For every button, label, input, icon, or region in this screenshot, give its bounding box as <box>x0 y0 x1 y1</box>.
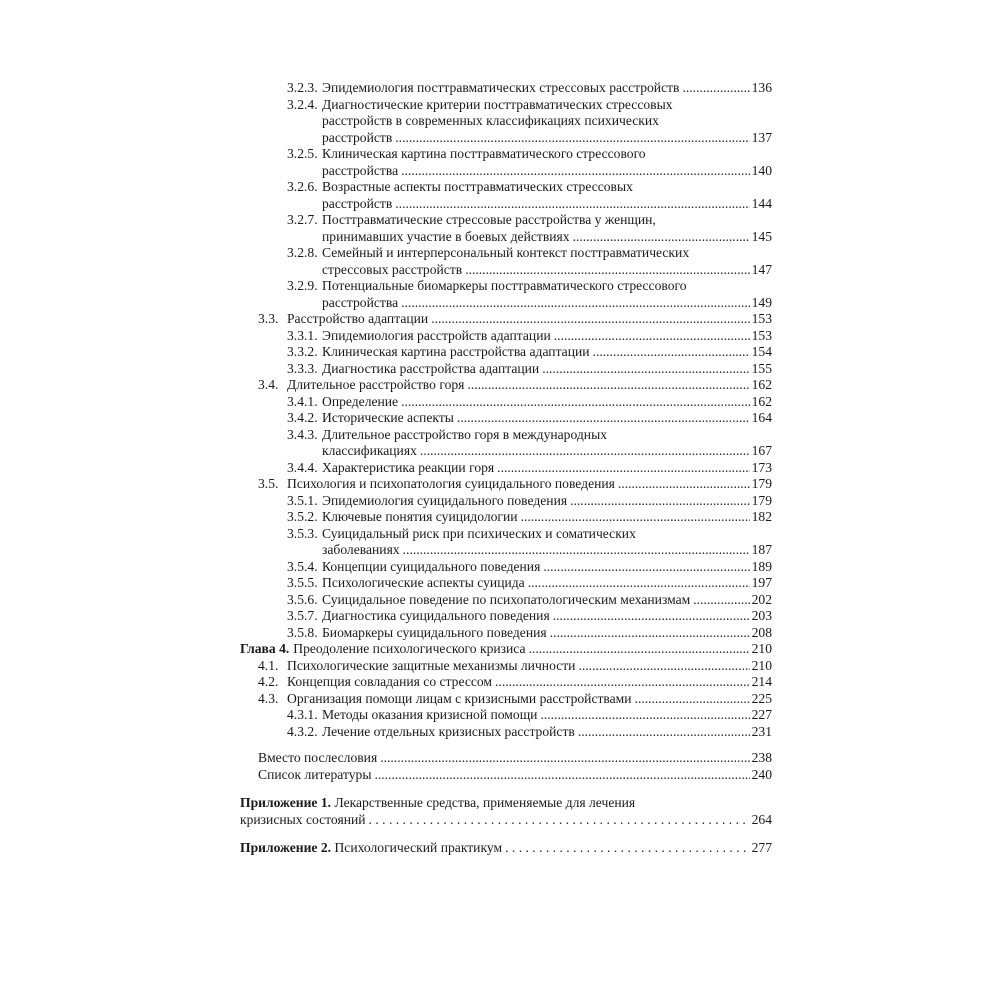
toc-entry <box>240 592 772 609</box>
toc-chapter-number: Глава 4. <box>240 641 290 656</box>
toc-title: стрессовых расстройств <box>322 261 463 277</box>
toc-page: 164 <box>751 410 772 425</box>
toc-entry <box>240 212 772 245</box>
toc-number: 3.4.3. <box>287 426 318 442</box>
toc-number: 3.3.1. <box>287 327 318 343</box>
toc-entry <box>240 80 772 97</box>
toc-entry <box>240 625 772 642</box>
toc-number: 3.4.1. <box>287 393 318 409</box>
toc-entry <box>240 476 772 493</box>
toc-title-line: Длительное расстройство горя в международных <box>322 426 607 442</box>
toc-number: 3.3.2. <box>287 344 318 359</box>
toc-entry <box>240 509 772 526</box>
toc-title: Психология и психопатология суицидального поведения <box>287 476 615 491</box>
toc-entry <box>240 460 772 477</box>
toc-page: 147 <box>751 261 772 277</box>
toc-page: 240 <box>751 766 772 782</box>
toc-entry <box>240 750 772 767</box>
toc-title: расстройства <box>322 162 399 178</box>
toc-appendix-number: Приложение 2. <box>240 840 332 855</box>
toc-page: 210 <box>751 641 772 656</box>
toc-title-line: Посттравматические стрессовые расстройства у женщин, <box>322 212 656 227</box>
toc-title-line: Семейный и интерперсональный контекст посттравматических <box>322 245 690 260</box>
toc-page: 137 <box>751 129 772 145</box>
section-gap <box>240 783 772 795</box>
toc-page: 136 <box>751 80 772 95</box>
toc-title: Характеристика реакции горя <box>322 459 495 475</box>
toc-title-line <box>240 795 772 812</box>
toc-number: 3.2.6. <box>287 179 318 194</box>
toc-entry <box>240 575 772 592</box>
toc-entry <box>240 691 772 708</box>
toc-number: 3.2.9. <box>287 278 318 293</box>
toc-number: 3.5.4. <box>287 558 318 574</box>
toc-number: 3.2.7. <box>287 212 318 227</box>
toc-entry <box>240 559 772 576</box>
toc-number: 3.3.3. <box>287 360 318 376</box>
toc-appendix <box>240 840 772 857</box>
toc-title: классификациях <box>322 443 417 458</box>
toc-entry <box>240 278 772 311</box>
toc-number: 3.5.1. <box>287 492 318 508</box>
toc-number: 3.4.4. <box>287 459 318 475</box>
toc-title: Концепция совладания со стрессом <box>287 674 493 689</box>
toc-title: Клиническая картина расстройства адаптации <box>322 344 590 359</box>
toc-title: заболеваниях <box>322 542 400 557</box>
toc-chapter <box>240 641 772 658</box>
toc-entry <box>240 361 772 378</box>
toc-title-line: Суицидальный риск при психических и соматических <box>322 525 636 541</box>
toc-page: 145 <box>751 228 772 244</box>
toc-page: 167 <box>751 443 772 458</box>
toc-number: 3.5.7. <box>287 608 318 623</box>
toc-title: Список литературы <box>258 766 372 782</box>
toc-title: Биомаркеры суицидального поведения <box>322 624 547 640</box>
toc-title: расстройств <box>322 129 393 145</box>
toc-entry <box>240 394 772 411</box>
toc-entry <box>240 179 772 212</box>
toc-title: Ключевые понятия суицидологии <box>322 509 518 524</box>
toc-page: 140 <box>751 162 772 178</box>
toc-page: 179 <box>751 492 772 508</box>
toc-page: 225 <box>751 690 772 706</box>
toc-page: 277 <box>751 840 772 855</box>
toc-page: 154 <box>751 344 772 359</box>
toc-number: 3.5. <box>258 476 279 491</box>
toc-entry <box>240 658 772 675</box>
toc-page: 231 <box>751 723 772 739</box>
toc-title: кризисных состояний <box>240 811 366 827</box>
toc-title: Методы оказания кризисной помощи <box>322 707 538 722</box>
toc-title: Исторические аспекты <box>322 410 454 425</box>
toc-number: 3.4. <box>258 377 279 392</box>
toc-entry <box>240 707 772 724</box>
toc-number: 4.2. <box>258 674 279 689</box>
toc-page: 238 <box>751 750 772 765</box>
toc-title: расстройств <box>322 195 393 211</box>
toc-entry <box>240 328 772 345</box>
toc-title: Диагностика расстройства адаптации <box>322 360 540 376</box>
toc-number: 3.4.2. <box>287 410 318 425</box>
toc-page: 155 <box>751 360 772 376</box>
table-of-contents <box>240 80 772 857</box>
toc-page: 202 <box>751 591 772 607</box>
toc-entry <box>240 377 772 394</box>
toc-number: 3.2.5. <box>287 146 318 161</box>
section-gap <box>240 740 772 750</box>
toc-page: 214 <box>751 674 772 689</box>
toc-appendix-number: Приложение 1. <box>240 795 332 810</box>
toc-page: 208 <box>751 624 772 640</box>
toc-number: 3.5.2. <box>287 509 318 524</box>
toc-title: расстройства <box>322 294 399 310</box>
toc-number: 4.3. <box>258 690 279 706</box>
toc-title-line: Возрастные аспекты посттравматических стрессовых <box>322 179 633 194</box>
toc-page: 197 <box>751 575 772 590</box>
toc-entry <box>240 427 772 460</box>
toc-title: Психологические аспекты суицида <box>322 575 525 590</box>
toc-entry <box>240 526 772 559</box>
toc-number: 3.5.8. <box>287 624 318 640</box>
toc-number: 3.5.3. <box>287 525 318 541</box>
toc-title: Психологические защитные механизмы личности <box>287 657 576 673</box>
toc-entry <box>240 674 772 691</box>
toc-number: 4.3.2. <box>287 723 318 739</box>
toc-title-line: Лекарственные средства, применяемые для лечения <box>334 795 636 810</box>
toc-entry <box>240 146 772 179</box>
toc-page: 264 <box>751 811 772 827</box>
toc-page: 162 <box>751 393 772 409</box>
toc-number: 3.5.5. <box>287 575 318 590</box>
toc-title: принимавших участие в боевых действиях <box>322 228 570 244</box>
toc-entry <box>240 608 772 625</box>
toc-page: 153 <box>751 327 772 343</box>
toc-title: Лечение отдельных кризисных расстройств <box>322 723 575 739</box>
toc-number: 4.3.1. <box>287 707 318 722</box>
toc-title: Эпидемиология посттравматических стрессовых расстройств <box>322 80 680 95</box>
toc-page: 144 <box>751 195 772 211</box>
toc-title: Концепции суицидального поведения <box>322 558 541 574</box>
toc-number: 4.1. <box>258 657 279 673</box>
toc-number: 3.2.3. <box>287 80 318 95</box>
toc-number: 3.2.4. <box>287 96 318 112</box>
toc-number: 3.5.6. <box>287 591 318 607</box>
toc-page: 210 <box>751 657 772 673</box>
toc-page: 149 <box>751 294 772 310</box>
toc-page: 182 <box>751 509 772 524</box>
toc-title: Расстройство адаптации <box>287 311 429 326</box>
toc-entry <box>240 311 772 328</box>
toc-entry <box>240 344 772 361</box>
toc-title-line: Потенциальные биомаркеры посттравматического стрессового <box>322 278 687 293</box>
toc-page: 173 <box>751 459 772 475</box>
toc-page: 227 <box>751 707 772 722</box>
toc-page: 203 <box>751 608 772 623</box>
toc-title: Организация помощи лицам с кризисными расстройствами <box>287 690 632 706</box>
toc-entry <box>240 245 772 278</box>
toc-appendix <box>240 795 772 828</box>
toc-entry <box>240 767 772 784</box>
toc-title: Длительное расстройство горя <box>287 377 465 392</box>
toc-number: 3.2.8. <box>287 245 318 260</box>
toc-page: 187 <box>751 542 772 557</box>
toc-title: Суицидальное поведение по психопатологическим механизмам <box>322 591 691 607</box>
toc-title: Эпидемиология расстройств адаптации <box>322 327 551 343</box>
toc-page: 153 <box>751 311 772 326</box>
toc-title: Вместо послесловия <box>258 750 378 765</box>
toc-entry <box>240 410 772 427</box>
toc-title: Эпидемиология суицидального поведения <box>322 492 568 508</box>
toc-page: 179 <box>751 476 772 491</box>
toc-title: Преодоление психологического кризиса <box>293 641 526 656</box>
toc-title-line: Диагностические критерии посттравматических стрессовых <box>322 96 673 112</box>
section-gap <box>240 828 772 840</box>
toc-entry <box>240 97 772 147</box>
toc-entry <box>240 493 772 510</box>
toc-title-line: расстройств в современных классификациях психических <box>322 113 659 128</box>
toc-number: 3.3. <box>258 311 279 326</box>
toc-title-line: Клиническая картина посттравматического стрессового <box>322 146 646 161</box>
toc-entry <box>240 724 772 741</box>
toc-title: Психологический практикум <box>334 840 503 855</box>
toc-title: Диагностика суицидального поведения <box>322 608 550 623</box>
toc-title: Определение <box>322 393 399 409</box>
toc-page: 189 <box>751 558 772 574</box>
toc-page: 162 <box>751 377 772 392</box>
